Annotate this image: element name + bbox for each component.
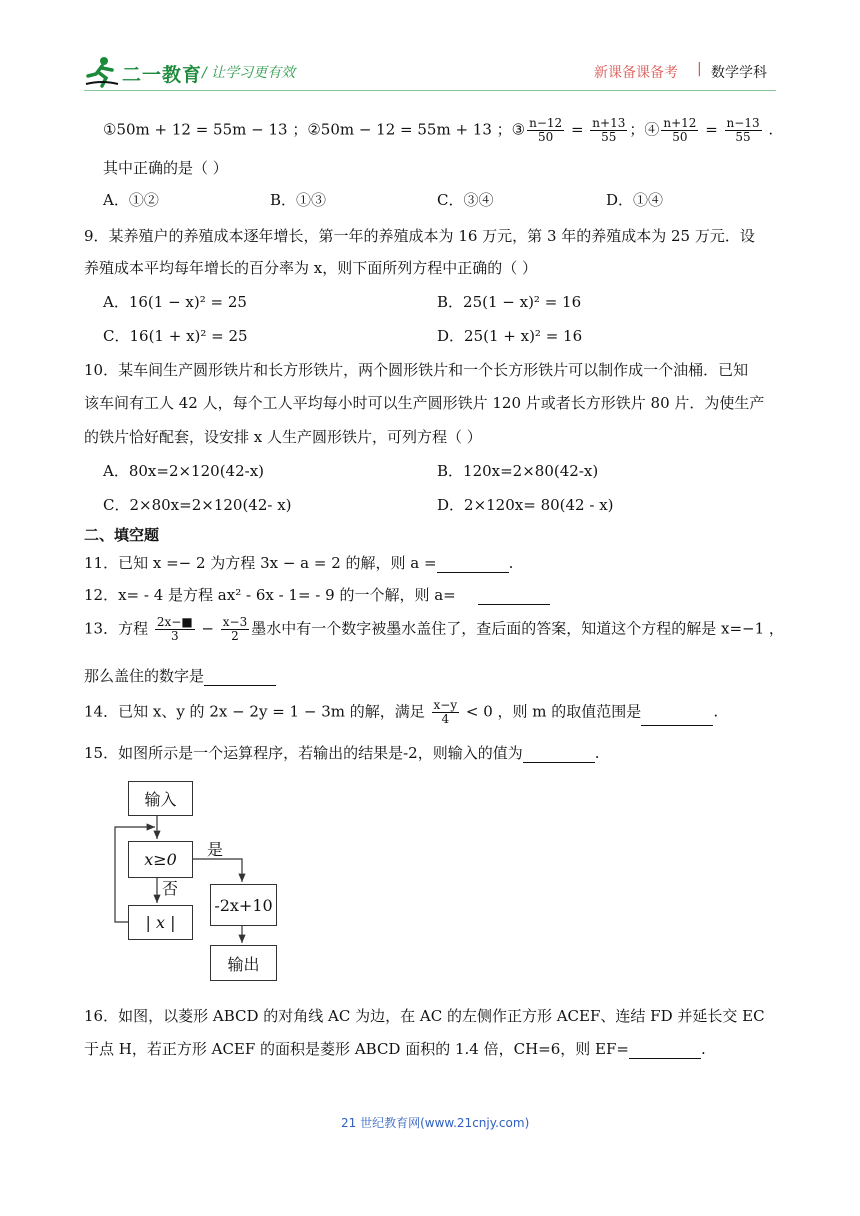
q10-option-c: C．2×80x=2×120(42- x) xyxy=(103,496,292,514)
q8-option-a: A．①② xyxy=(103,191,159,209)
answer-blank xyxy=(478,588,550,605)
q16-line1: 16．如图，以菱形 ABCD 的对角线 AC 为边，在 AC 的左侧作正方形 ACEF、连结 FD 并延长交 EC xyxy=(84,1007,765,1025)
q12: 12．x= - 4 是方程 ax² - 6x - 1= - 9 的一个解，则 a= xyxy=(84,585,550,605)
fraction: $\frac{n-12}{50}$ xyxy=(529,116,563,144)
fraction: $\frac{2x-■}{3}$ xyxy=(156,615,193,643)
logo-text: 二一教育 xyxy=(122,64,203,86)
q8-option-b: B．①③ xyxy=(270,191,327,209)
flow-no-label: 否 xyxy=(162,879,179,898)
header-course-label: 新课备课备考 xyxy=(594,65,678,81)
q10-line3: 的铁片恰好配套，设安排 x 人生产圆形铁片，可列方程（ ） xyxy=(84,428,482,446)
flow-input-box: 输入 xyxy=(128,781,193,816)
answer-blank xyxy=(437,556,509,573)
footer-text: 21 世纪教育网(www.21cnjy.com) xyxy=(341,1116,530,1130)
answer-blank xyxy=(523,746,595,763)
q8-prompt: 其中正确的是（ ） xyxy=(103,159,228,177)
q16-line2: 于点 H，若正方形 ACEF 的面积是菱形 ABCD 面积的 1.4 倍，CH=6，则 EF= . xyxy=(84,1040,706,1058)
fraction: $\frac{x-3}{2}$ xyxy=(222,615,248,643)
fraction: $\frac{x-y}{4}$ xyxy=(433,698,458,726)
q10-line2: 该车间有工人 42 人，每个工人平均每小时可以生产圆形铁片 120 片或者长方形铁片 80 片．为使生产 xyxy=(84,394,765,412)
fraction: $\frac{n+13}{55}$ xyxy=(592,116,626,144)
q10-option-d: D．2×120x= 80(42 - x) xyxy=(437,496,614,514)
flow-condition-box: x≥0 xyxy=(128,841,193,878)
flow-formula-box: -2x+10 xyxy=(210,884,277,926)
q10-option-b: B．120x=2×80(42-x) xyxy=(437,462,599,480)
section-title: 二、填空题 xyxy=(84,526,160,544)
q10-option-a: A．80x=2×120(42-x) xyxy=(103,462,265,480)
flow-abs-box: | x | xyxy=(128,905,193,940)
fraction: $\frac{n-13}{55}$ xyxy=(726,116,760,144)
q8-options-line: ①50m + 12 = 55m − 13 ；②50m − 12 = 55m + 13 ；③ $\frac{n-12}{50}$ = $\frac{n+13}{55}$ ；④ $\frac{n+12}{50}$ = $\frac{n-13}{55}$ . xyxy=(103,116,774,144)
answer-blank xyxy=(204,669,276,686)
flow-yes-label: 是 xyxy=(207,840,224,859)
answer-blank xyxy=(641,709,713,726)
q9-option-b: B．25(1 − x)² = 16 xyxy=(437,293,582,311)
slogan: / 让学习更有效 xyxy=(202,65,296,81)
q8-option-d: D．①④ xyxy=(606,191,664,209)
flow-output-box: 输出 xyxy=(210,945,277,981)
q15: 15．如图所示是一个运算程序，若输出的结果是-2，则输入的值为 . xyxy=(84,744,600,762)
q10-line1: 10．某车间生产圆形铁片和长方形铁片，两个圆形铁片和一个长方形铁片可以制作成一个油桶．已知 xyxy=(84,361,749,379)
q9-option-a: A．16(1 − x)² = 25 xyxy=(103,293,247,311)
q13-line1: 13．方程 $\frac{2x-■}{3}$ − $\frac{x-3}{2}$ 墨水中有一个数字被墨水盖住了，查后面的答案，知道这个方程的解是 x=−1 ， xyxy=(84,615,784,643)
header-rule xyxy=(84,90,776,91)
answer-blank xyxy=(629,1042,701,1059)
fraction: $\frac{n+12}{50}$ xyxy=(663,116,697,144)
q11: 11．已知 x =− 2 为方程 3x − a = 2 的解，则 a = . xyxy=(84,554,514,572)
q13-line2: 那么盖住的数字是 xyxy=(84,666,276,686)
header-separator: | xyxy=(697,61,702,77)
q9-option-d: D．25(1 + x)² = 16 xyxy=(437,327,583,345)
q14: 14．已知 x、y 的 2x − 2y = 1 − 3m 的解，满足 $\frac{x-y}{4}$ < 0 ，则 m 的取值范围是 . xyxy=(84,698,719,726)
header-subject: 数学学科 xyxy=(711,65,767,81)
q8-option-c: C．③④ xyxy=(437,191,494,209)
q9-line1: 9．某养殖户的养殖成本逐年增长，第一年的养殖成本为 16 万元，第 3 年的养殖成本为 25 万元．设 xyxy=(84,227,755,245)
q9-line2: 养殖成本平均每年增长的百分率为 x，则下面所列方程中正确的（ ） xyxy=(84,259,537,277)
q9-option-c: C．16(1 + x)² = 25 xyxy=(103,327,248,345)
logo-runner-icon xyxy=(84,56,120,88)
